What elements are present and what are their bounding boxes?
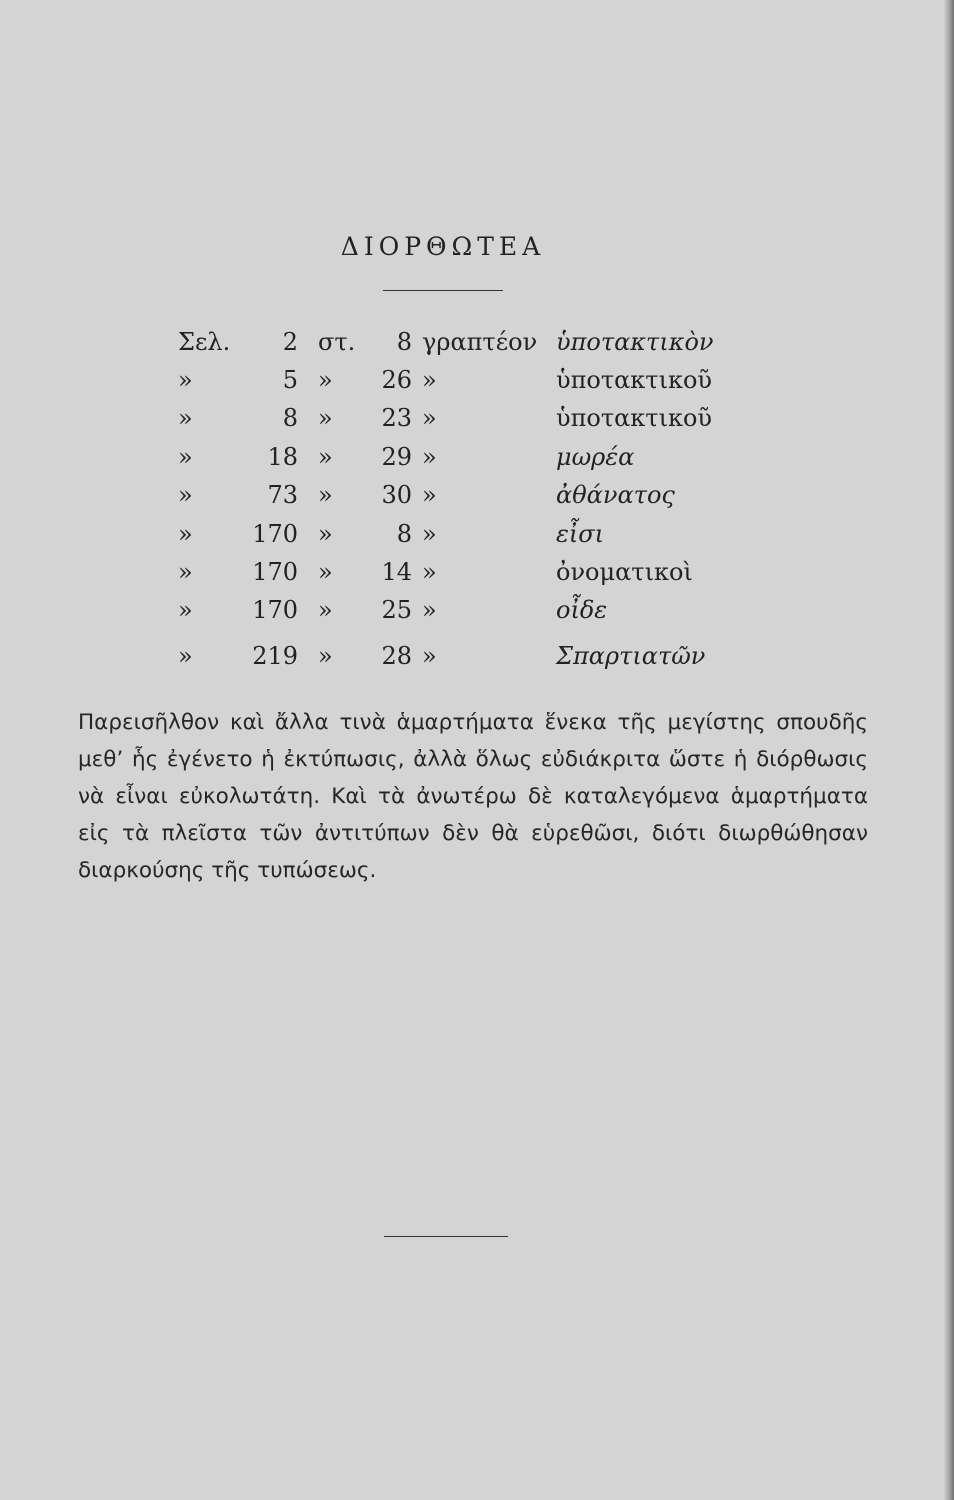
page-label: » xyxy=(178,443,193,471)
errata-row xyxy=(0,328,954,364)
line-number: 25 xyxy=(381,596,412,624)
correction-label: » xyxy=(422,481,437,509)
corrected-word: Σπαρτιατῶν xyxy=(556,642,706,670)
line-label: » xyxy=(318,443,333,471)
line-label: στ. xyxy=(318,328,356,356)
page-label: Σελ. xyxy=(178,328,231,356)
correction-label: » xyxy=(422,596,437,624)
page-number: 170 xyxy=(252,520,298,548)
errata-row xyxy=(0,404,954,440)
page-number: 170 xyxy=(252,596,298,624)
closing-divider xyxy=(384,1236,508,1237)
errata-note-paragraph: Παρεισῆλθον καὶ ἄλλα τινὰ ἁμαρτήματα ἕνεκα τῆς μεγίστης σπουδῆς μεθ’ ἧς ἐγένετο ἡ ἐκτύπωσις, ἀλλὰ ὅλως εὐδιάκριτα ὥστε ἡ διόρθωσις νὰ εἶναι εὐκολωτάτη. Καὶ τὰ ἀνωτέρω δὲ καταλεγόμενα ἁμαρτήματα εἰς τὰ πλεῖστα τῶν ἀντιτύπων δὲν θὰ εὑρεθῶσι, διότι διωρθώθησαν διαρκούσης τῆς τυπώσεως. xyxy=(78,710,868,883)
correction-label: » xyxy=(422,520,437,548)
line-number: 30 xyxy=(381,481,412,509)
errata-row xyxy=(0,558,954,594)
page-number: 170 xyxy=(252,558,298,586)
page-number: 73 xyxy=(267,481,298,509)
page-number: 8 xyxy=(282,404,298,432)
line-number: 26 xyxy=(381,366,412,394)
errata-row xyxy=(0,481,954,517)
page-label: » xyxy=(178,596,193,624)
line-number: 8 xyxy=(396,328,412,356)
corrected-word: ὑποτακτικὸν xyxy=(556,328,714,356)
page-title: ΔΙΟΡΘΩΤΕΑ xyxy=(340,232,546,261)
corrected-word: ὑποτακτικοῦ xyxy=(556,366,713,394)
page-label: » xyxy=(178,366,193,394)
errata-row xyxy=(0,520,954,556)
errata-row xyxy=(0,596,954,632)
corrected-word: εἶσι xyxy=(556,520,605,548)
line-label: » xyxy=(318,642,333,670)
line-label: » xyxy=(318,520,333,548)
correction-label: » xyxy=(422,366,437,394)
errata-row xyxy=(0,366,954,402)
correction-label: γραπτέον xyxy=(422,328,538,356)
line-number: 23 xyxy=(381,404,412,432)
corrected-word: μωρέα xyxy=(556,443,635,471)
line-label: » xyxy=(318,366,333,394)
corrected-word: ὑποτακτικοῦ xyxy=(556,404,713,432)
page-label: » xyxy=(178,642,193,670)
page-number: 219 xyxy=(252,642,298,670)
page-number: 5 xyxy=(282,366,298,394)
corrected-word: οἶδε xyxy=(556,596,608,624)
line-number: 28 xyxy=(381,642,412,670)
errata-row xyxy=(0,642,954,678)
corrected-word: ἀθάνατος xyxy=(556,481,675,509)
line-label: » xyxy=(318,558,333,586)
line-label: » xyxy=(318,404,333,432)
page-label: » xyxy=(178,558,193,586)
page-number: 18 xyxy=(267,443,298,471)
page-label: » xyxy=(178,481,193,509)
page-number: 2 xyxy=(282,328,298,356)
correction-label: » xyxy=(422,443,437,471)
line-number: 8 xyxy=(396,520,412,548)
correction-label: » xyxy=(422,642,437,670)
errata-row xyxy=(0,443,954,479)
line-number: 14 xyxy=(381,558,412,586)
correction-label: » xyxy=(422,404,437,432)
corrected-word: ὀνοματικοὶ xyxy=(556,558,693,586)
line-label: » xyxy=(318,481,333,509)
line-number: 29 xyxy=(381,443,412,471)
correction-label: » xyxy=(422,558,437,586)
page-label: » xyxy=(178,520,193,548)
errata-table xyxy=(0,0,954,700)
page-label: » xyxy=(178,404,193,432)
line-label: » xyxy=(318,596,333,624)
